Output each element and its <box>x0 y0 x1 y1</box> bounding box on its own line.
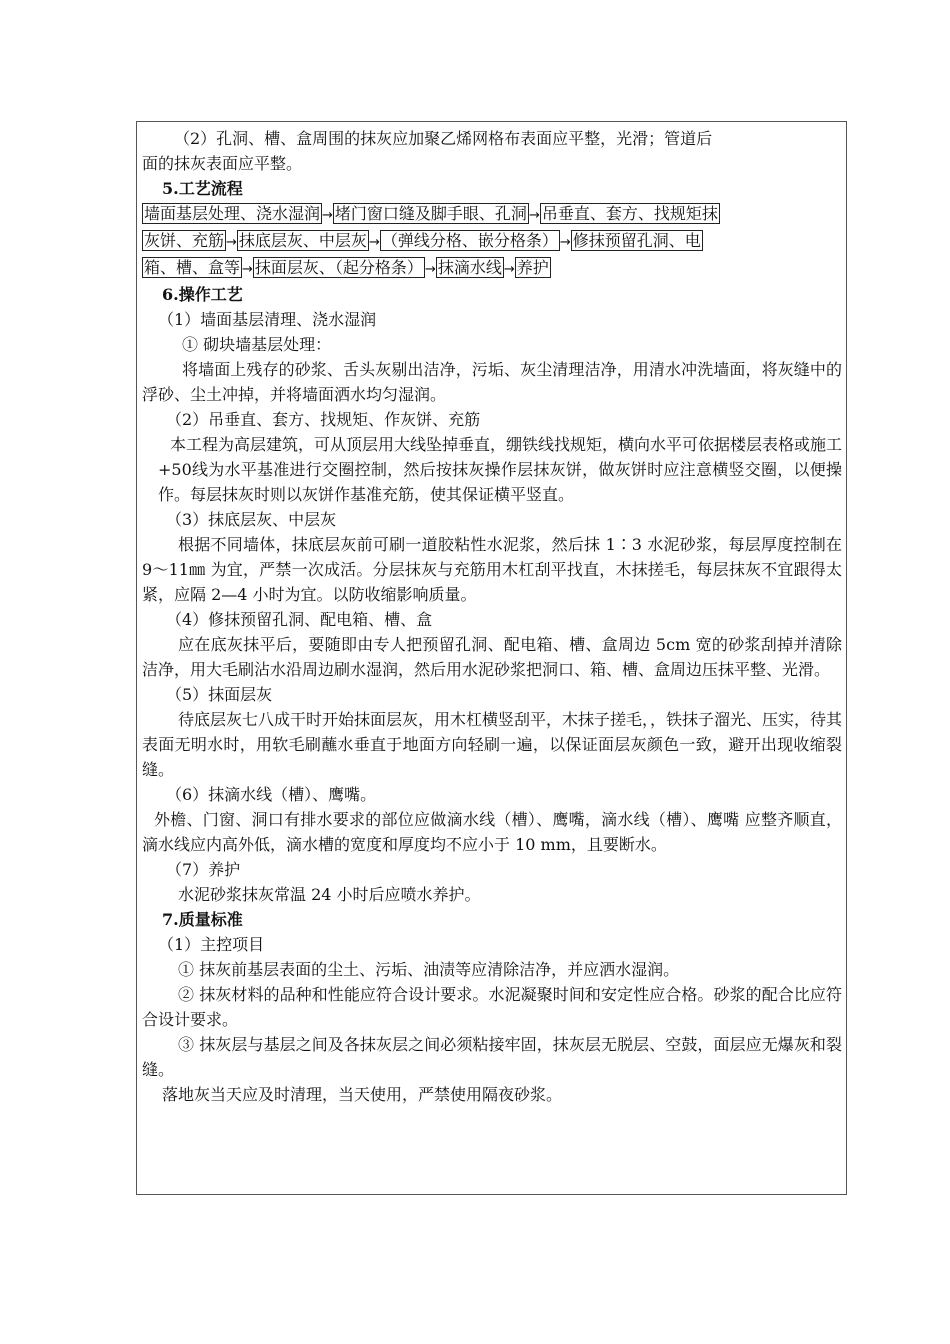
process-flow <box>142 201 842 282</box>
arrow-icon: → <box>559 235 571 250</box>
flow-line-1 <box>142 201 842 228</box>
flow-step-6a: 修抹预留孔洞、电 <box>572 231 701 250</box>
paragraph-6-3: 根据不同墙体，抹底层灰前可刷一道胶粘性水泥浆，然后抹 1∶3 水泥砂浆，每层厚度控制在 9～11㎜ 为宜，严禁一次成活。分层抹灰与充筋用木杠刮平找直，木抹搓毛，每层抹灰不宜跟得太紧，应隔 2—4 小时为宜。以防收缩影响质量。 <box>142 535 842 604</box>
quality-item-3: ③ 抹灰层与基层之间及各抹灰层之间必须粘接牢固，抹灰层无脱层、空鼓，面层应无爆灰和裂缝。 <box>142 1035 842 1079</box>
sub-heading-6-4: （4）修抹预留孔洞、配电箱、槽、盒 <box>166 610 433 629</box>
sub-heading-6-2: （2）吊垂直、套方、找规矩、作灰饼、充筋 <box>166 410 481 429</box>
flow-step-4: 抹底层灰、中层灰 <box>238 231 367 250</box>
arrow-icon: → <box>424 262 436 277</box>
flow-step-3a: 吊垂直、套方、找规矩抹 <box>541 204 718 223</box>
flow-step-7: 抹面层灰、（起分格条） <box>254 258 423 277</box>
section-7-heading: 7.质量标准 <box>162 910 243 929</box>
quality-item-1: ① 抹灰前基层表面的尘土、污垢、油渍等应清除洁净，并应洒水湿润。 <box>178 960 680 979</box>
flow-step-5: （弹线分格、嵌分格条） <box>381 231 558 250</box>
flow-step-2: 堵门窗口缝及脚手眼、孔洞 <box>334 204 527 223</box>
arrow-icon: → <box>528 208 540 223</box>
arrow-icon: → <box>226 235 237 250</box>
sub-heading-6-3: （3）抹底层灰、中层灰 <box>166 510 337 529</box>
paragraph-6-5: 待底层灰七八成干时开始抹面层灰，用木杠横竖刮平，木抹子搓毛，，铁抹子溜光、压实，待其表面无明水时，用软毛刷蘸水垂直于地面方向轻刷一遍，以保证面层灰颜色一致，避开出现收缩裂缝。 <box>142 710 843 779</box>
arrow-icon: → <box>322 208 333 223</box>
document-body <box>142 126 842 1107</box>
flow-step-6b: 箱、槽、盒等 <box>144 258 241 277</box>
section-5-heading: 5.工艺流程 <box>162 179 243 198</box>
arrow-icon: → <box>368 235 380 250</box>
sub-heading-6-5: （5）抹面层灰 <box>166 685 273 704</box>
sub-heading-6-7: （7）养护 <box>166 860 241 879</box>
flow-step-3b: 灰饼、充筋 <box>144 231 225 250</box>
sub-heading-7-1: （1）主控项目 <box>158 935 265 954</box>
section-6-heading: 6.操作工艺 <box>162 285 243 304</box>
flow-line-2 <box>142 228 842 255</box>
paragraph-6-7: 水泥砂浆抹灰常温 24 小时后应喷水养护。 <box>178 885 481 904</box>
flow-step-8: 抹滴水线 <box>437 258 502 277</box>
paragraph-prev-2b: 面的抹灰表面应平整。 <box>142 154 303 173</box>
sub-heading-6-1: （1）墙面基层清理、浇水湿润 <box>158 310 377 329</box>
arrow-icon: → <box>242 262 253 277</box>
sub-item-6-1-1: ① 砌块墙基层处理： <box>182 335 332 354</box>
paragraph-6-4: 应在底灰抹平后，要随即由专人把预留孔洞、配电箱、槽、盒周边 5cm 宽的砂浆刮掉并清除洁净，用大毛刷沾水沿周边刷水湿润，然后用水泥砂浆把洞口、箱、槽、盒周边压抹平整、光滑。 <box>142 635 842 679</box>
sub-heading-6-6: （6）抹滴水线（槽）、鹰嘴。 <box>166 785 377 804</box>
paragraph-prev-2a: （2）孔洞、槽、盒周围的抹灰应加聚乙烯网格布表面应平整，光滑；管道后 <box>174 129 713 148</box>
paragraph-6-2: 本工程为高层建筑，可从顶层用大线坠掉垂直，绷铁线找规矩，横向水平可依据楼层表格或施工+50线为水平基准进行交圈控制，然后按抹灰操作层抹灰饼，做灰饼时应注意横竖交圈，以便操作。每层抹灰时则以灰饼作基准充筋，使其保证横平竖直。 <box>158 435 843 504</box>
quality-item-2: ② 抹灰材料的品种和性能应符合设计要求。水泥凝聚时间和安定性应合格。砂浆的配合比应符合设计要求。 <box>142 985 842 1029</box>
paragraph-6-1: 将墙面上残存的砂浆、舌头灰剔出洁净，污垢、灰尘清理洁净，用清水冲洗墙面，将灰缝中的浮砂、尘土冲掉，并将墙面洒水均匀湿润。 <box>142 360 842 404</box>
flow-step-9: 养护 <box>516 258 549 277</box>
quality-note: 落地灰当天应及时清理，当天使用，严禁使用隔夜砂浆。 <box>162 1085 563 1104</box>
flow-line-3 <box>142 255 842 282</box>
arrow-icon: → <box>503 262 515 277</box>
flow-step-1: 墙面基层处理、浇水湿润 <box>144 204 321 223</box>
paragraph-6-6: 外檐、门窗、洞口有排水要求的部位应做滴水线（槽）、鹰嘴，滴水线（槽）、鹰嘴 应整齐顺直，滴水线应内高外低，滴水槽的宽度和厚度均不应小于 10 mm，且要断水。 <box>142 810 842 854</box>
